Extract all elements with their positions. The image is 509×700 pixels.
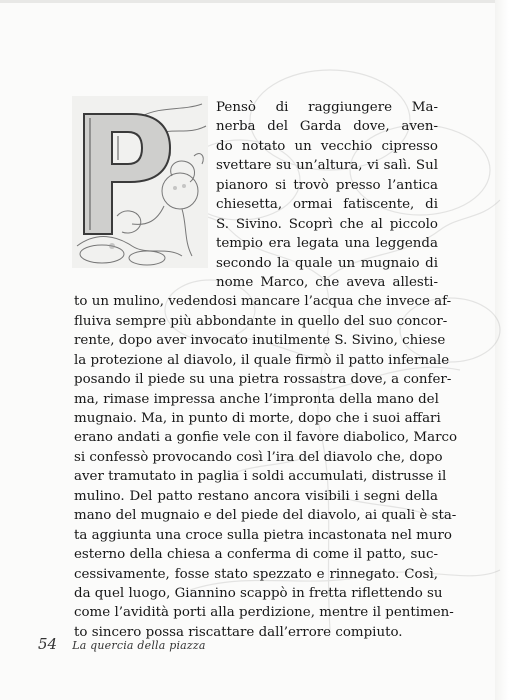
text-line: esterno della chiesa a conferma di come il patto, suc- [74, 547, 438, 563]
text-line: S. Sivino. Scoprì che al piccolo [216, 216, 438, 232]
text-line: svettare su un’altura, vi salì. Sul [216, 158, 438, 174]
text-line: nome Marco, che aveva allesti- [216, 274, 438, 290]
body-paragraph [74, 98, 458, 642]
text-line: come l’avidità porti alla perdizione, mentre il pentimen- [74, 605, 454, 621]
scan-edge [0, 0, 509, 3]
text-line: cessivamente, fosse stato spezzato e rinnegato. Così, [74, 566, 438, 582]
text-line: pianoro si trovò presso l’antica [216, 177, 438, 193]
text-line: nerba del Garda dove, aven- [216, 119, 438, 135]
text-line: mano del mugnaio e del piede del diavolo, ai quali è sta- [74, 508, 457, 524]
text-line: fluiva sempre più abbondante in quello del suo concor- [74, 313, 448, 329]
page-number: 54 [38, 635, 58, 653]
text-line: aver tramutato in paglia i soldi accumulati, distrusse il [74, 469, 447, 485]
text-line: si confessò provocando così l’ira del diavolo che, dopo [74, 449, 443, 465]
text-line: la protezione al diavolo, il quale firmò il patto infernale [74, 352, 450, 368]
text-line: tempio era legata una leggenda [216, 236, 438, 252]
text-line: rente, dopo aver invocato inutilmente S. Sivino, chiese [74, 333, 446, 349]
text-line: mugnaio. Ma, in punto di morte, dopo che i suoi affari [74, 411, 441, 426]
text-line: chiesetta, ormai fatiscente, di [216, 197, 438, 213]
text-line: da quel luogo, Giannino scappò in fretta riflettendo su [74, 585, 443, 601]
text-line: posando il piede su una pietra rossastra dove, a confer- [74, 372, 452, 388]
page-footer [38, 634, 206, 653]
text-line: mulino. Del patto restano ancora visibili i segni della [74, 488, 438, 504]
text-line: to un mulino, vedendosi mancare l’acqua che invece af- [74, 294, 452, 310]
running-title: La quercia della piazza [72, 639, 206, 652]
text-line: do notato un vecchio cipresso [216, 138, 438, 154]
text-line: secondo la quale un mugnaio di [216, 255, 438, 271]
text-line: ta aggiunta una croce sulla pietra incastonata nel muro [74, 527, 452, 543]
text-line: to sincero possa riscattare dall’errore compiuto. [74, 624, 403, 640]
text-line: Pensò di raggiungere Ma- [216, 100, 438, 115]
text-line: erano andati a gonfie vele con il favore diabolico, Marco [74, 430, 458, 446]
text-line: ma, rimase impressa anche l’impronta della mano del [74, 391, 439, 407]
